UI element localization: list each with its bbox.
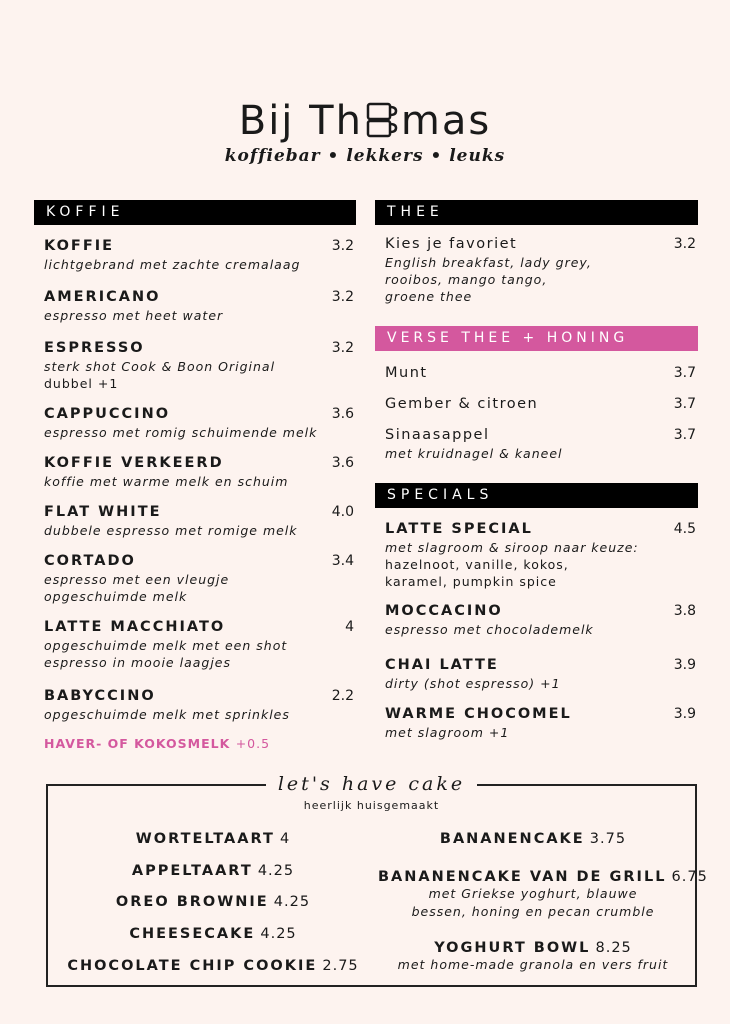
item-options: karamel, pumpkin spice [385, 574, 557, 589]
item-desc: dirty (shot espresso) +1 [385, 676, 561, 691]
verse-thee-heading: VERSE THEE + HONING [375, 326, 698, 351]
cake-item-chocolate-chip-cookie [58, 955, 368, 974]
item-name: CHAI LATTE [385, 657, 499, 673]
cake-desc: met home-made granola en vers fruit [397, 957, 669, 972]
right-column [375, 200, 698, 741]
milk-option-note [34, 736, 356, 751]
menu-item-babyccino [34, 687, 356, 723]
menu-item-cortado [34, 552, 356, 605]
item-price: 3.7 [673, 365, 696, 381]
item-name: FLAT WHITE [44, 504, 162, 520]
item-name: KOFFIE VERKEERD [44, 455, 224, 471]
item-desc: dubbele espresso met romige melk [44, 523, 298, 538]
note-price: +0.5 [235, 736, 271, 751]
item-desc: opgeschuimde melk [44, 589, 188, 604]
item-desc: espresso met heet water [44, 308, 224, 323]
item-options: hazelnoot, vanille, kokos, [385, 557, 569, 572]
item-name: Munt [385, 365, 428, 381]
item-price: 3.8 [673, 603, 696, 619]
cake-item-oreo-brownie [58, 891, 368, 910]
item-price: 4 [345, 619, 354, 635]
item-desc: lichtgebrand met zachte cremalaag [44, 257, 301, 272]
item-name: LATTE SPECIAL [385, 521, 533, 537]
coffee-cups-icon [364, 101, 400, 141]
logo [0, 98, 730, 166]
item-name: ESPRESSO [44, 340, 145, 356]
cake-price: 4.25 [273, 894, 311, 910]
menu-item-americano [34, 288, 356, 324]
item-price: 3.2 [331, 289, 354, 305]
cake-name: APPELTAART [131, 863, 253, 879]
cake-title: let's have cake [266, 772, 477, 796]
item-desc: met slagroom +1 [385, 725, 510, 740]
item-desc: sterk shot Cook & Boon Original [44, 359, 276, 374]
item-price: 3.2 [331, 238, 354, 254]
cake-price: 3.75 [589, 831, 627, 847]
cake-item-worteltaart [58, 828, 368, 847]
cake-name: OREO BROWNIE [115, 894, 269, 910]
item-price: 4.0 [331, 504, 354, 520]
note-label: HAVER- OF KOKOSMELK [44, 736, 231, 751]
item-desc: espresso in mooie laagjes [44, 655, 231, 670]
item-price: 3.9 [673, 706, 696, 722]
cake-desc: bessen, honing en pecan crumble [411, 904, 655, 919]
menu-item-sinaasappel [375, 426, 698, 462]
menu-item-warme-chocomel [375, 705, 698, 741]
item-name: LATTE MACCHIATO [44, 619, 226, 635]
item-desc: koffie met warme melk en schuim [44, 474, 289, 489]
cake-price: 4.25 [260, 926, 297, 942]
menu-item-gember-citroen [375, 395, 698, 414]
cake-item-bananencake-grill [378, 866, 708, 921]
menu-item-latte-special [375, 520, 698, 590]
cake-name: CHOCOLATE CHIP COOKIE [67, 958, 318, 974]
item-name: MOCCACINO [385, 603, 503, 619]
cake-price: 6.75 [671, 869, 708, 885]
item-price: 3.4 [331, 553, 354, 569]
menu-item-cappuccino [34, 405, 356, 441]
cake-item-appeltaart [58, 860, 368, 879]
menu-item-moccacino [375, 602, 698, 638]
cake-price: 8.25 [595, 940, 632, 956]
menu-item-thee [375, 235, 698, 305]
cake-name: YOGHURT BOWL [434, 940, 591, 956]
item-desc: opgeschuimde melk met sprinkles [44, 707, 290, 722]
item-name: CAPPUCCINO [44, 406, 171, 422]
cake-name: WORTELTAART [135, 831, 275, 847]
item-price: 3.2 [331, 340, 354, 356]
brand-title-start: Bij Th [238, 98, 363, 144]
item-price: 3.9 [673, 657, 696, 673]
menu-item-munt [375, 364, 698, 383]
cake-name: BANANENCAKE [439, 831, 585, 847]
item-desc: met kruidnagel & kaneel [385, 446, 563, 461]
thee-heading: THEE [375, 200, 698, 225]
cake-item-yoghurt-bowl [378, 937, 688, 974]
item-name: CORTADO [44, 553, 136, 569]
cake-price: 2.75 [322, 958, 359, 974]
cake-name: BANANENCAKE VAN DE GRILL [378, 869, 667, 885]
item-price: 3.7 [673, 427, 696, 443]
item-name: WARME CHOCOMEL [385, 706, 572, 722]
koffie-section [34, 200, 356, 751]
item-name: Sinaasappel [385, 427, 490, 443]
tagline: koffiebar • lekkers • leuks [224, 146, 506, 166]
item-extra: dubbel +1 [44, 376, 119, 391]
item-desc: English breakfast, lady grey, [385, 255, 592, 270]
cake-price: 4 [279, 831, 291, 847]
item-price: 4.5 [673, 521, 696, 537]
item-price: 3.7 [673, 396, 696, 412]
item-name: Kies je favoriet [385, 236, 518, 252]
brand-title [239, 98, 492, 144]
item-name: Gember & citroen [385, 396, 539, 412]
cake-subtitle: heerlijk huisgemaakt [303, 799, 440, 812]
item-name: BABYCCINO [44, 688, 156, 704]
item-price: 3.6 [331, 455, 354, 471]
menu-item-latte-macchiato [34, 618, 356, 671]
menu-item-flat-white [34, 503, 356, 539]
cake-section [46, 773, 708, 987]
item-desc: espresso met chocolademelk [385, 622, 594, 637]
item-desc: groene thee [385, 289, 473, 304]
menu-item-espresso [34, 339, 356, 392]
cake-header [48, 772, 695, 796]
cake-item-bananencake [378, 828, 688, 847]
item-desc: met slagroom & siroop naar keuze: [385, 540, 639, 555]
brand-title-end: mas [400, 98, 492, 144]
item-desc: espresso met een vleugje [44, 572, 230, 587]
item-desc: rooibos, mango tango, [385, 272, 548, 287]
item-name: KOFFIE [44, 238, 115, 254]
cake-item-cheesecake [58, 923, 368, 942]
specials-heading: SPECIALS [375, 483, 698, 508]
menu-item-koffie-verkeerd [34, 454, 356, 490]
item-desc: espresso met romig schuimende melk [44, 425, 318, 440]
item-price: 3.2 [673, 236, 696, 252]
menu-item-koffie [34, 237, 356, 273]
menu-item-chai-latte [375, 656, 698, 692]
koffie-heading: KOFFIE [34, 200, 356, 225]
cake-name: CHEESECAKE [129, 926, 256, 942]
cake-desc: met Griekse yoghurt, blauwe [428, 886, 638, 901]
item-desc: opgeschuimde melk met een shot [44, 638, 288, 653]
item-price: 2.2 [331, 688, 354, 704]
item-price: 3.6 [331, 406, 354, 422]
cake-price: 4.25 [257, 863, 295, 879]
item-name: AMERICANO [44, 289, 161, 305]
